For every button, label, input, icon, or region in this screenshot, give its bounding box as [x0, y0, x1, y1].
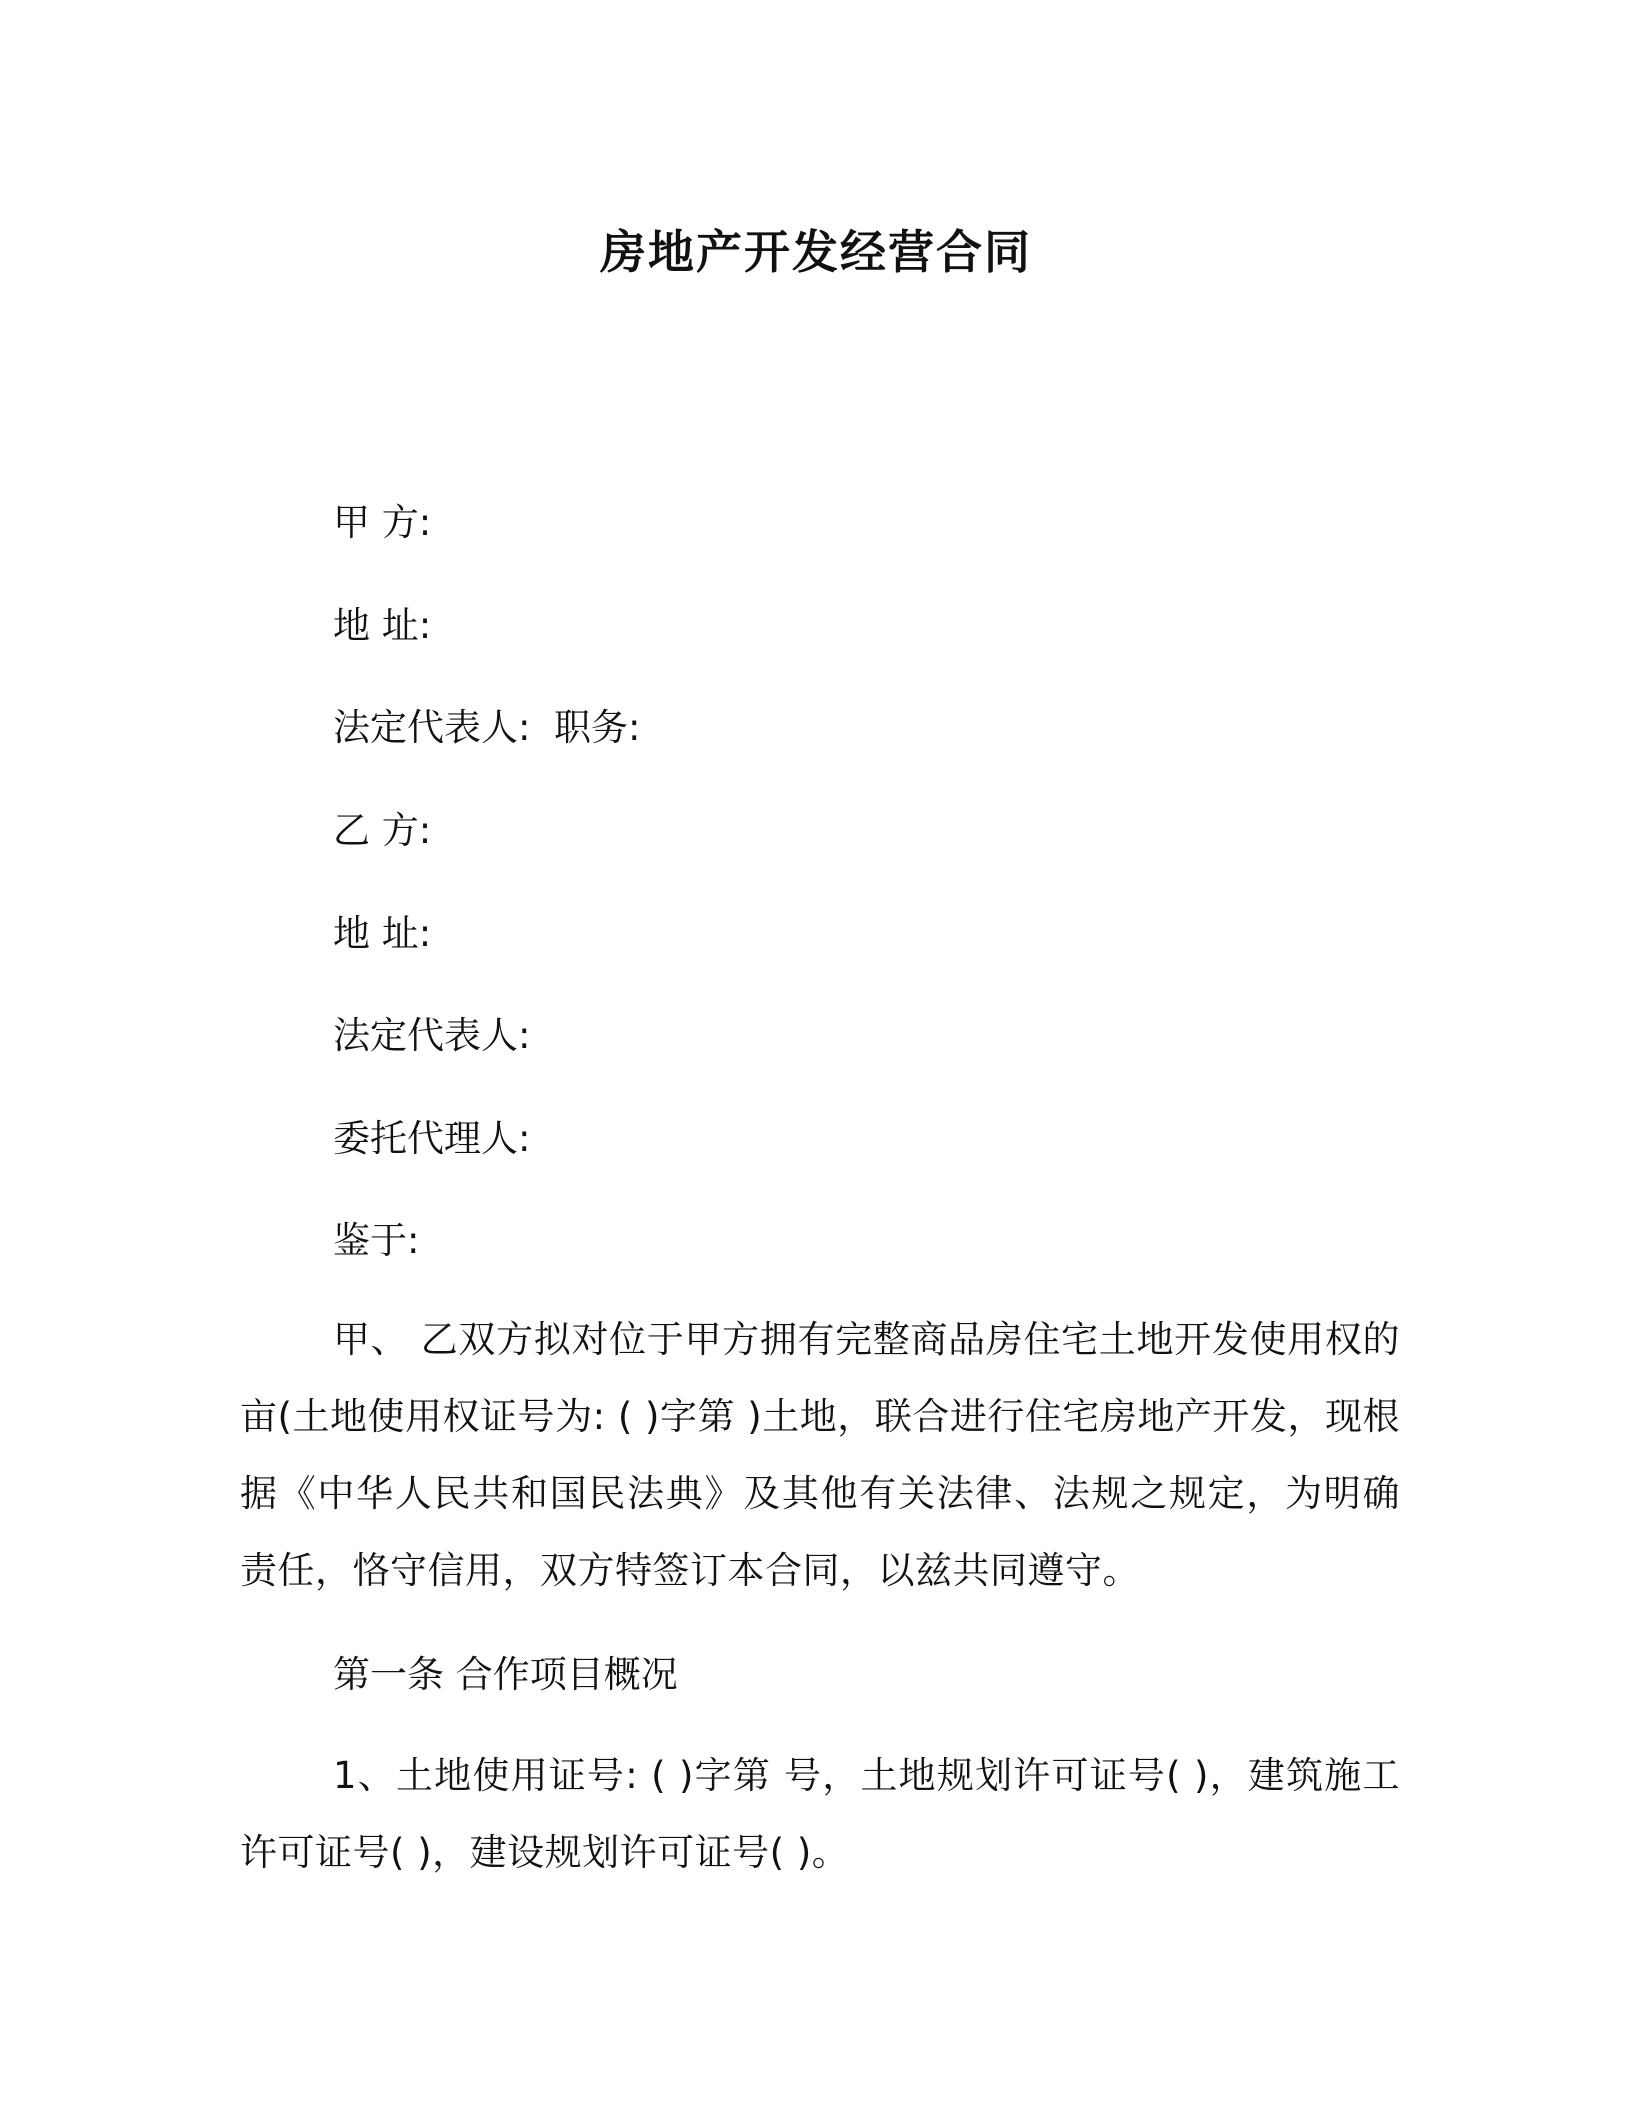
party-b-label: 乙 方:	[333, 809, 432, 852]
article-1-item-1: 1、土地使用证号: ( )字第 号，土地规划许可证号( )，建筑施工许可证号( )，建设规划许可证号( )。	[240, 1754, 1400, 1874]
party-a-legal-rep-label: 法定代表人: 职务:	[333, 706, 641, 749]
party-a-address-label: 地 址:	[333, 604, 432, 647]
whereas-label: 鉴于:	[333, 1219, 420, 1262]
article-1-heading: 第一条 合作项目概况	[333, 1653, 678, 1696]
document-title: 房地产开发经营合同	[600, 225, 1032, 279]
party-b-legal-rep-label: 法定代表人:	[333, 1014, 531, 1057]
party-a-label: 甲 方:	[333, 501, 432, 544]
agent-label: 委托代理人:	[333, 1117, 531, 1160]
preamble-paragraph: 甲、 乙双方拟对位于甲方拥有完整商品房住宅土地开发使用权的亩(土地使用权证号为: ( )字第 )土地，联合进行住宅房地产开发，现根据《中华人民共和国民法典》及其他有关法律、法规之规定，为明确责任，恪守信用，双方特签订本合同，以兹共同遵守。	[240, 1318, 1400, 1592]
party-b-address-label: 地 址:	[333, 912, 432, 955]
